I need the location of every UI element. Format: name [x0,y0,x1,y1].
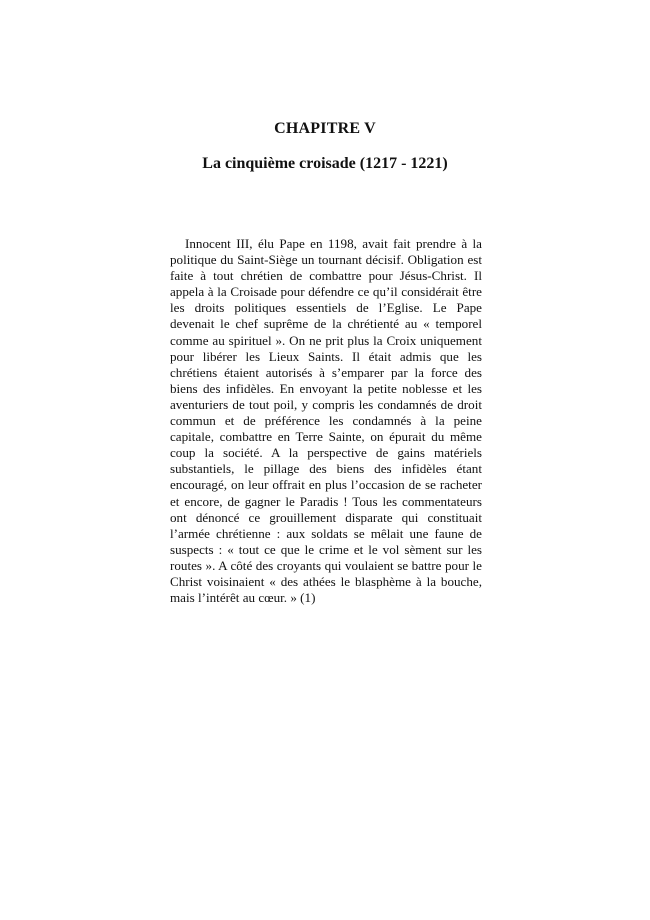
body-paragraph: Innocent III, élu Pape en 1198, avait fait prendre à la politique du Saint-Siège un tournant décisif. Obligation est faite à tout chrétien de combattre pour Jésus-Christ. Il appela à la Croisade pour défendre ce qu’il considérait être les droits politiques essentiels de l’Eglise. Le Pape devenait le chef suprême de la chrétienté au « temporel comme au spirituel ». On ne prit plus la Croix uniquement pour libérer les Lieux Saints. Il était admis que les chrétiens étaient autorisés à s’emparer par la force des biens des infidèles. En envoyant la petite noblesse et les aventuriers de tout poil, y compris les condamnés de droit commun et de préférence les condamnés à la peine capitale, combattre en Terre Sainte, on épurait du même coup la société. A la perspective de gains matériels substantiels, le pillage des biens des infidèles étant encouragé, on leur offrait en plus l’occasion de se racheter et encore, de gagner le Paradis ! Tous les commentateurs ont dénoncé ce grouillement disparate qui constituait l’armée chrétienne : aux soldats se mêlait une faune de suspects : « tout ce que le crime et le vol sèment sur les routes ». A côté des croyants qui voulaient se battre pour le Christ voisinaient « des athées le blasphème à la bouche, mais l’intérêt au cœur. » (1) [170,236,482,606]
chapter-title: La cinquième croisade (1217 - 1221) [202,155,448,172]
chapter-heading: CHAPITRE V [274,120,376,137]
